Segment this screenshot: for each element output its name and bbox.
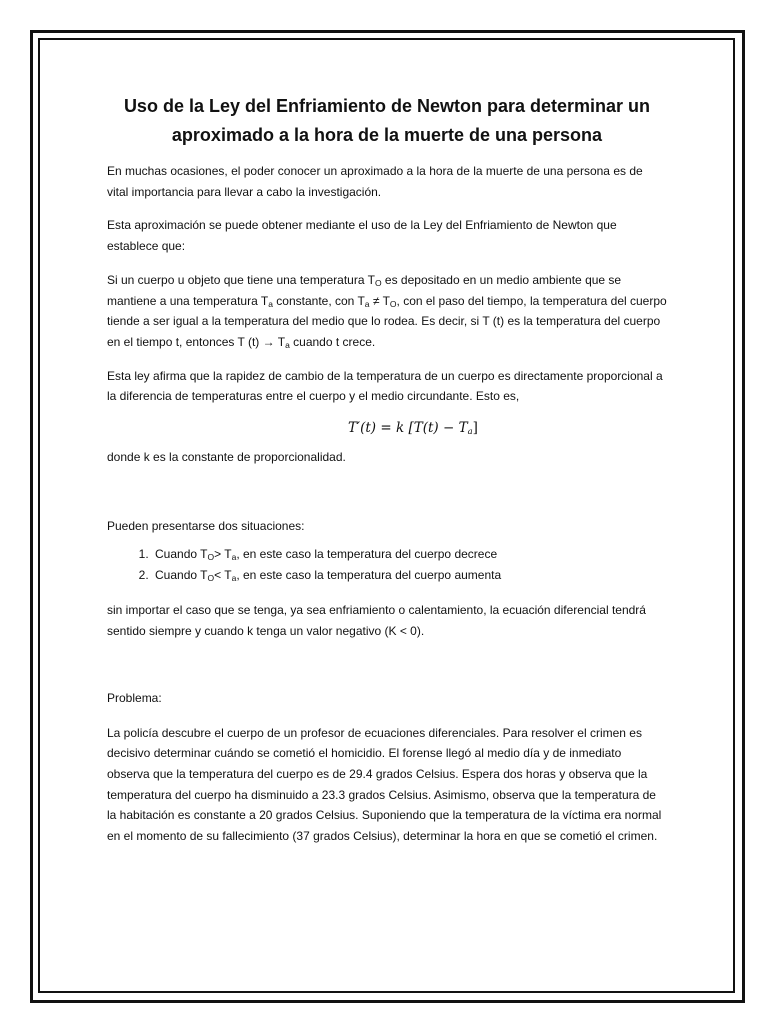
subscript-a: a — [364, 298, 370, 309]
condition-paragraph: sin importar el caso que se tenga, ya sea enfriamiento o calentamiento, la ecuación diferencial tendrá sentido siempre y cuando k tenga un valor negativo (K < 0). — [107, 603, 646, 639]
list-item: 1. Cuando $T_O> T_a$, en este caso la temperatura del cuerpo decrece — [152, 544, 667, 565]
law-text-1: Si un cuerpo u objeto que tiene una temperatura T — [107, 272, 375, 287]
subscript-a: a — [285, 339, 290, 350]
situations-list — [107, 544, 667, 586]
list-item: 2. Cuando $T_O< T_a$, en este caso la temperatura del cuerpo aumenta — [152, 565, 667, 586]
equation-subscript: a — [467, 427, 473, 438]
law-text-3: constante, con T — [272, 293, 365, 308]
law-statement-paragraph — [107, 270, 667, 353]
law-text-4: ≠ T — [369, 293, 390, 308]
document-body — [107, 92, 667, 860]
problem-heading: Problema: — [107, 690, 162, 705]
equation-rhs: ] — [472, 420, 478, 437]
problem-paragraph: La policía descubre el cuerpo de un profesor de ecuaciones diferenciales. Para resolver el crimen es decisivo determinar cuándo se cometió el homicidio. El forense llegó al medio día y de inmediato observa que la temperatura del cuerpo es de 29.4 grados Celsius. Espera dos horas y observa que la temperatura del cuerpo ha disminuido a 23.3 grados Celsius. Asimismo, observa que la temperatura de la habitación es constante a 20 grados Celsius. Suponiendo que la temperatura de la víctima era normal en el momento de su fallecimiento (37 grados Celsius), determinar la hora en que se cometió el crimen. — [107, 725, 662, 844]
intro-paragraph: En muchas ocasiones, el poder conocer un aproximado a la hora de la muerte de una persona es de vital importancia para llevar a cabo la investigación. — [107, 164, 643, 199]
constant-paragraph: donde k es la constante de proporcionalidad. — [107, 450, 346, 465]
rate-paragraph: Esta ley afirma que la rapidez de cambio de la temperatura de un cuerpo es directamente proporcional a la diferencia de temperaturas entre el cuerpo y el medio circundante. Esto es, — [107, 368, 663, 404]
law-text-2: es depositado en un medio ambiente que se mantiene a una temperatura T — [107, 272, 622, 308]
cooling-equation — [159, 420, 667, 436]
situations-intro: Pueden presentarse dos situaciones: — [107, 518, 305, 533]
subscript-o: O — [374, 277, 382, 288]
law-text-5: , con el paso del tiempo, la temperatura del cuerpo tiende a ser igual a la temperatura del medio que lo rodea. Es decir, si T (t) es la temperatura del cuerpo en el tiempo t, entonces T (t) → T — [107, 293, 667, 349]
equation-lhs: T′(t) = k [T(t) − T — [348, 420, 468, 437]
document-title: Uso de la Ley del Enfriamiento de Newton para determinar un aproximado a la hora de la muerte de una persona — [123, 96, 651, 145]
law-text-6: cuando t crece. — [289, 334, 376, 349]
law-intro-paragraph: Esta aproximación se puede obtener mediante el uso de la Ley del Enfriamiento de Newton que establece que: — [107, 218, 617, 254]
subscript-o: O — [389, 298, 397, 309]
subscript-a: a — [268, 298, 273, 309]
